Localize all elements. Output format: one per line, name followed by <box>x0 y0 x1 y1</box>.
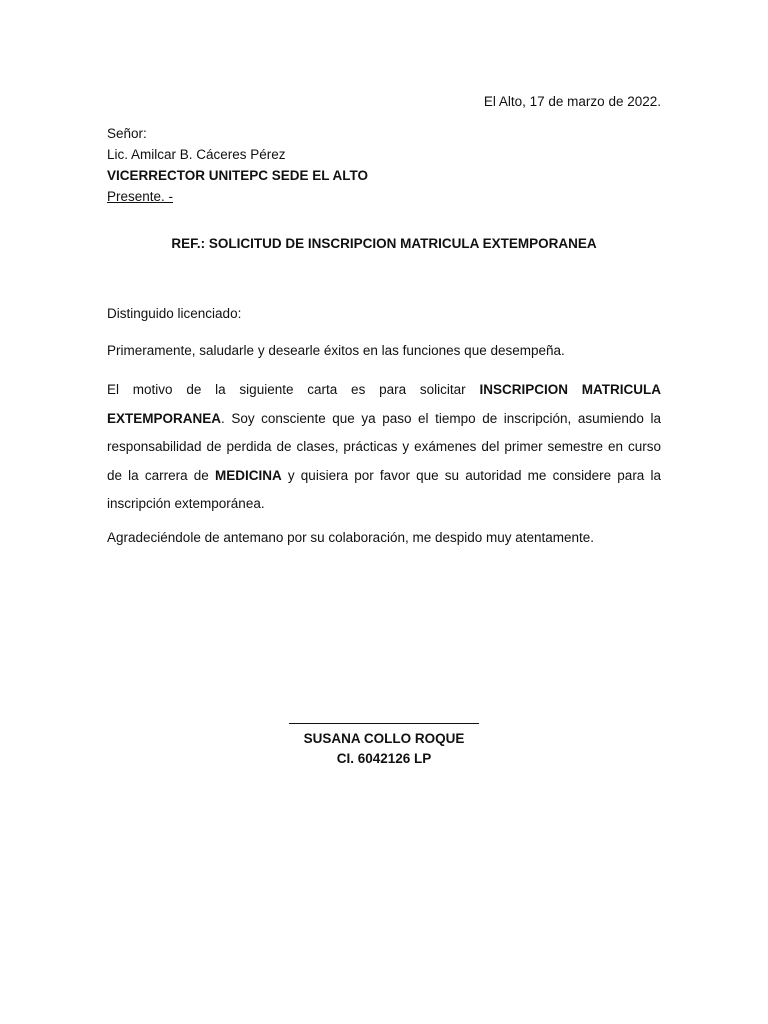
reference-line: REF.: SOLICITUD DE INSCRIPCION MATRICULA EXTEMPORANEA <box>171 236 597 251</box>
main-text-part2: . Soy consciente que ya paso el tiempo de inscripción, asumiendo la responsabilidad de perdida de clases, prácticas y exámenes del primer semestre en curso de la carrera de <box>107 410 661 483</box>
intro-paragraph: Primeramente, saludarle y desearle éxitos en las funciones que desempeña. <box>107 343 565 358</box>
presente-label: Presente. - <box>107 189 174 204</box>
main-paragraph <box>107 376 661 519</box>
closing-paragraph: Agradeciéndole de antemano por su colaboración, me despido muy atentamente. <box>107 529 595 545</box>
recipient-position: VICERRECTOR UNITEPC SEDE EL ALTO <box>107 168 369 183</box>
main-text-part1: El motivo de la siguiente carta es para solicitar <box>107 382 480 397</box>
signature-block <box>288 723 480 769</box>
letter-date: El Alto, 17 de marzo de 2022. <box>483 94 661 109</box>
letter-body <box>107 305 661 547</box>
main-text-part3: y quisiera por favor que su autoridad me considere para la inscripción extemporánea. <box>107 467 661 512</box>
signature-line <box>289 723 479 724</box>
main-text-bold-career: MEDICINA <box>214 467 282 483</box>
signer-id: CI. 6042126 LP <box>336 751 432 766</box>
recipient-block <box>107 123 368 207</box>
signer-name: SUSANA COLLO ROQUE <box>303 731 465 746</box>
greeting: Distinguido licenciado: <box>107 306 242 321</box>
recipient-name: Lic. Amilcar B. Cáceres Pérez <box>107 147 286 162</box>
salutation-label: Señor: <box>107 126 147 141</box>
main-text-bold-request: INSCRIPCION MATRICULA EXTEMPORANEA <box>107 382 661 426</box>
